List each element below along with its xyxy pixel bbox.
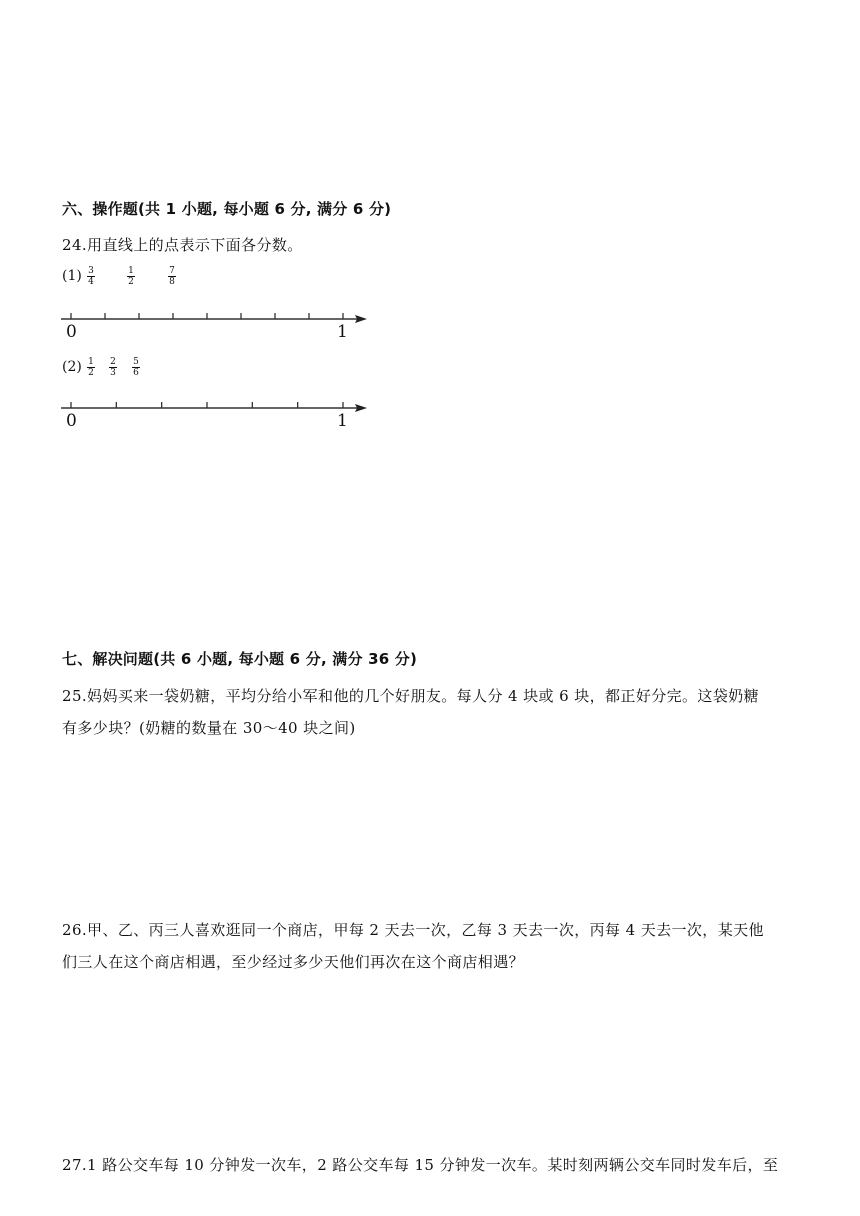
question-26-line-2: 们三人在这个商店相遇，至少经过多少天他们再次在这个商店相遇？ — [62, 953, 525, 971]
axis-2-one-label: 1 — [337, 411, 348, 431]
number-line-2 — [55, 394, 375, 434]
fraction-7-8 — [167, 266, 177, 287]
axis-1-one-label: 1 — [337, 322, 348, 342]
fraction-denominator: 4 — [88, 277, 94, 287]
axis-2-zero-label: 0 — [66, 411, 77, 431]
question-24-text: 24.用直线上的点表示下面各分数。 — [62, 236, 303, 254]
section-seven-heading: 七、解决问题(共 6 小题, 每小题 6 分, 满分 36 分) — [62, 650, 418, 668]
question-27-line-1: 27.1 路公交车每 10 分钟发一次车，2 路公交车每 15 分钟发一次车。某时刻两辆公交车同时发车后，至 — [62, 1156, 779, 1174]
number-line-1 — [55, 305, 375, 345]
fraction-numerator: 1 — [88, 357, 94, 367]
section-six-heading: 六、操作题(共 1 小题, 每小题 6 分, 满分 6 分) — [62, 200, 392, 218]
tick-group — [71, 313, 343, 319]
fraction-3-4 — [86, 266, 96, 287]
fraction-numerator: 3 — [88, 266, 94, 276]
question-26-line-1: 26.甲、乙、丙三人喜欢逛同一个商店，甲每 2 天去一次，乙每 3 天去一次，丙每 4 天去一次，某天他 — [62, 921, 764, 939]
question-25-line-2: 有多少块？(奶糖的数量在 30～40 块之间) — [62, 719, 356, 737]
fraction-denominator: 8 — [169, 277, 175, 287]
part-1-label: (1) — [62, 268, 82, 284]
fraction-numerator: 7 — [169, 266, 175, 276]
fraction-denominator: 2 — [128, 277, 134, 287]
part-2-label: (2) — [62, 359, 82, 375]
fraction-numerator: 1 — [128, 266, 134, 276]
fraction-1-2 — [86, 357, 96, 378]
axis-1-zero-label: 0 — [66, 322, 77, 342]
fraction-denominator: 2 — [88, 368, 94, 378]
fraction-denominator: 3 — [110, 368, 116, 378]
fraction-5-6 — [131, 357, 141, 378]
fraction-1-2 — [126, 266, 136, 287]
fraction-denominator: 6 — [133, 368, 139, 378]
fraction-numerator: 5 — [133, 357, 139, 367]
fraction-numerator: 2 — [110, 357, 116, 367]
fraction-2-3 — [108, 357, 118, 378]
tick-group — [71, 402, 343, 408]
question-25-line-1: 25.妈妈买来一袋奶糖，平均分给小军和他的几个好朋友。每人分 4 块或 6 块，都正好分完。这袋奶糖 — [62, 687, 760, 705]
